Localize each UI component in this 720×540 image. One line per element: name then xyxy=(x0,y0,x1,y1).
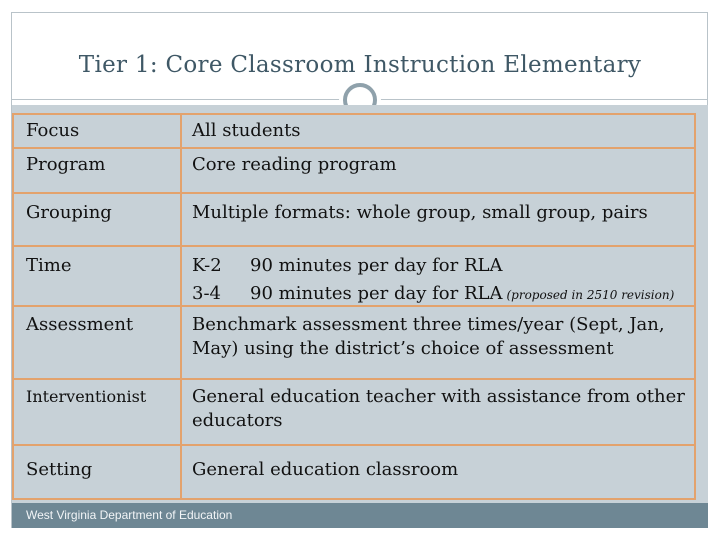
row-value-assessment xyxy=(180,305,696,380)
row-value-grouping xyxy=(180,192,696,247)
label-text: Setting xyxy=(26,459,93,480)
row-label-setting xyxy=(12,444,182,500)
revision-note: (proposed in 2510 revision) xyxy=(506,288,675,302)
value-text: Core reading program xyxy=(192,154,397,175)
footer-text: West Virginia Department of Education xyxy=(26,508,233,522)
time-entry-k2 xyxy=(192,252,684,280)
row-value-program xyxy=(180,147,696,194)
label-text: Program xyxy=(26,154,106,175)
row-label-grouping xyxy=(12,192,182,247)
label-text: Focus xyxy=(26,120,80,141)
value-line-2: May) using the district’s choice of assessment xyxy=(192,338,614,359)
time-text: 90 minutes per day for RLA xyxy=(250,255,503,276)
grade-label: 3-4 xyxy=(192,283,221,304)
label-text: Interventionist xyxy=(26,387,147,406)
value-text: Multiple formats: whole group, small group, pairs xyxy=(192,202,648,223)
grade-label: K-2 xyxy=(192,255,222,276)
time-text: 90 minutes per day for RLA xyxy=(250,283,503,304)
value-line-2: educators xyxy=(192,410,283,431)
label-text: Assessment xyxy=(26,314,134,335)
label-text: Time xyxy=(26,255,72,276)
row-label-focus xyxy=(12,113,182,149)
row-label-interventionist xyxy=(12,378,182,446)
value-text: General education classroom xyxy=(192,459,459,480)
row-label-assessment xyxy=(12,305,182,380)
row-value-focus xyxy=(180,113,696,149)
slide-title: Tier 1: Core Classroom Instruction Elementary xyxy=(78,52,642,78)
value-text: All students xyxy=(192,120,301,141)
row-value-time xyxy=(180,245,696,307)
label-text: Grouping xyxy=(26,202,112,223)
row-value-interventionist xyxy=(180,378,696,446)
row-label-program xyxy=(12,147,182,194)
value-line-1: Benchmark assessment three times/year (Sept, Jan, xyxy=(192,314,665,335)
value-line-1: General education teacher with assistance from other xyxy=(192,386,685,407)
row-value-setting xyxy=(180,444,696,500)
row-label-time xyxy=(12,245,182,307)
